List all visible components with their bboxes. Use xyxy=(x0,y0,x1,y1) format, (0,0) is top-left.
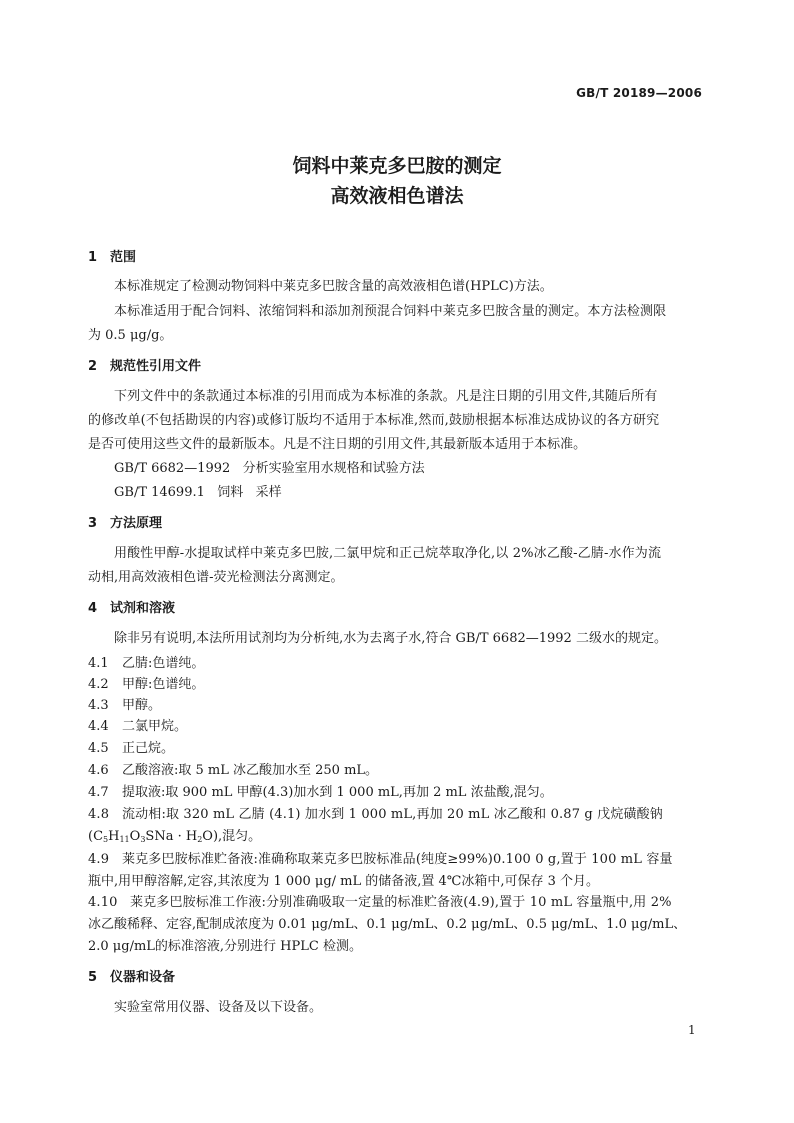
section-title: 试剂和溶液 xyxy=(110,601,176,616)
chemical-formula: $(C_5H_{11}O_3SNa \cdot H_2O)$,混匀。 xyxy=(88,829,262,844)
paragraph-line: 冰乙酸稀释、定容,配制成浓度为 0.01 μg/mL、0.1 μg/mL、0.2 μg/mL、0.5 μg/mL、1.0 μg/mL、 xyxy=(88,917,687,932)
section-2-heading xyxy=(88,359,706,375)
list-item: 4.8 流动相:取 320 mL 乙腈 (4.1) 加水到 1 000 mL,再加 20 mL 冰乙酸和 0.87 g 戊烷磺酸钠 xyxy=(88,807,663,822)
paragraph-line: 的修改单(不包括勘误的内容)或修订版均不适用于本标准,然而,鼓励根据本标准达成协议的各方研究 xyxy=(88,413,660,428)
standard-code: GB/T 20189—2006 xyxy=(576,86,702,100)
normative-reference: GB/T 14699.1 饲料 采样 xyxy=(114,485,282,500)
list-item: 4.3 甲醇。 xyxy=(88,698,162,713)
section-1-heading xyxy=(88,250,706,266)
list-item: 4.1 乙腈:色谱纯。 xyxy=(88,656,205,671)
section-5-heading xyxy=(88,970,706,986)
list-item: 4.9 莱克多巴胺标准贮备液:准确称取莱克多巴胺标准品(纯度≥99%)0.100 0 g,置于 100 mL 容量 xyxy=(88,852,673,867)
list-item: 4.10 莱克多巴胺标准工作液:分别准确吸取一定量的标准贮备液(4.9),置于 10 mL 容量瓶中,用 2% xyxy=(88,895,672,910)
section-number: 3 xyxy=(88,516,98,531)
paragraph-line: 瓶中,用甲醇溶解,定容,其浓度为 1 000 μg/ mL 的储备液,置 4℃冰箱中,可保存 3 个月。 xyxy=(88,874,599,889)
section-3-heading xyxy=(88,516,706,532)
section-number: 4 xyxy=(88,601,98,616)
section-number: 5 xyxy=(88,970,98,985)
list-item: 4.7 提取液:取 900 mL 甲醇(4.3)加水到 1 000 mL,再加 2 mL 浓盐酸,混匀。 xyxy=(88,785,553,800)
paragraph: 除非另有说明,本法所用试剂均为分析纯,水为去离子水,符合 GB/T 6682—1992 二级水的规定。 xyxy=(114,631,667,646)
document-title-line2: 高效液相色谱法 xyxy=(330,185,464,207)
paragraph-line: 用酸性甲醇-水提取试样中莱克多巴胺,二氯甲烷和正己烷萃取净化,以 2%冰乙酸-乙腈-水作为流 xyxy=(114,546,662,561)
paragraph-line: 下列文件中的条款通过本标准的引用而成为本标准的条款。凡是注日期的引用文件,其随后所有 xyxy=(114,389,658,404)
paragraph: 实验室常用仪器、设备及以下设备。 xyxy=(114,1000,323,1015)
list-item: 4.4 二氯甲烷。 xyxy=(88,719,188,734)
paragraph-line: 是否可使用这些文件的最新版本。凡是不注日期的引用文件,其最新版本适用于本标准。 xyxy=(88,437,587,452)
list-item: 4.2 甲醇:色谱纯。 xyxy=(88,677,205,692)
section-4-heading xyxy=(88,601,706,617)
section-number: 1 xyxy=(88,250,98,265)
list-item: 4.5 正己烷。 xyxy=(88,741,175,756)
section-title: 仪器和设备 xyxy=(110,970,176,985)
normative-reference: GB/T 6682—1992 分析实验室用水规格和试验方法 xyxy=(114,461,425,476)
paragraph-line: 动相,用高效液相色谱-荧光检测法分离测定。 xyxy=(88,570,344,585)
section-title: 规范性引用文件 xyxy=(110,359,202,374)
section-title: 范围 xyxy=(110,250,137,265)
document-title-line1: 饲料中莱克多巴胺的测定 xyxy=(292,155,502,177)
paragraph: 本标准规定了检测动物饲料中莱克多巴胺含量的高效液相色谱(HPLC)方法。 xyxy=(114,279,553,294)
paragraph-line: 为 0.5 μg/g。 xyxy=(88,328,173,343)
section-number: 2 xyxy=(88,359,98,374)
paragraph-line: 本标准适用于配合饲料、浓缩饲料和添加剂预混合饲料中莱克多巴胺含量的测定。本方法检测限 xyxy=(114,304,667,319)
paragraph-line: 2.0 μg/mL的标准溶液,分别进行 HPLC 检测。 xyxy=(88,939,362,954)
list-item: 4.6 乙酸溶液:取 5 mL 冰乙酸加水至 250 mL。 xyxy=(88,763,379,778)
page-number: 1 xyxy=(688,1023,696,1037)
section-title: 方法原理 xyxy=(110,516,163,531)
